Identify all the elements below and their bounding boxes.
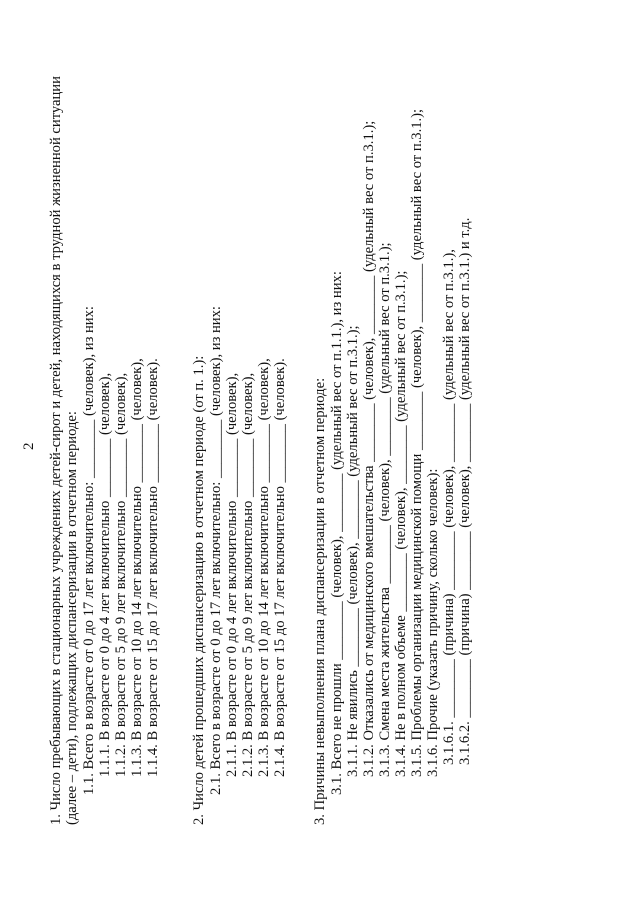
item-3-1-1: 3.1.1. Не явились ________ (человек), ________ (удельный вес от п.3.1.); xyxy=(345,325,361,777)
item-3-1-6: 3.1.6. Прочие (указать причину, сколько человек): xyxy=(425,468,441,777)
item-3-1-2: 3.1.2. Отказались от медицинского вмешательства ________ (человек), ________ (удельный вес от п.3.1.); xyxy=(361,120,377,777)
item-1-1: 1.1. Всего в возрасте от 0 до 17 лет включительно: ________ (человек), из них: xyxy=(81,306,97,795)
item-1-1-2: 1.1.2. В возрасте от 5 до 9 лет включительно ________ (человек), xyxy=(113,372,129,777)
section1-heading-line1: 1. Число пребывающих в стационарных учреждениях детей-сирот и детей, находящихся в трудной жизненной ситуации xyxy=(48,76,64,825)
item-2-1-1: 2.1.1. В возрасте от 0 до 4 лет включительно ________ (человек), xyxy=(224,372,240,777)
item-2-1: 2.1. Всего в возрасте от 0 до 17 лет включительно: ________ (человек), из них: xyxy=(208,306,224,795)
item-3-1-3: 3.1.3. Смена места жительства ________ (человек), ________ (удельный вес от п.3.1.); xyxy=(377,242,393,777)
item-2-1-2: 2.1.2. В возрасте от 5 до 9 лет включительно ________ (человек), xyxy=(240,372,256,777)
item-3-1-6-1: 3.1.6.1. ________ (причина) ________ (человек), ________ (удельный вес от п.3.1.), xyxy=(441,249,457,765)
item-3-1-6-2: 3.1.6.2. ________ (причина) ________ (человек), ________ (удельный вес от п.3.1.) и т.д. xyxy=(457,217,473,765)
page-number: 2 xyxy=(21,442,37,450)
item-1-1-3: 1.1.3. В возрасте от 10 до 14 лет включительно ________ (человек), xyxy=(129,358,145,777)
item-1-1-4: 1.1.4. В возрасте от 15 до 17 лет включительно ________ (человек). xyxy=(145,358,161,777)
item-2-1-3: 2.1.3. В возрасте от 10 до 14 лет включительно ________ (человек), xyxy=(256,358,272,777)
section1-heading-line2: (далее – дети), подлежащих диспансеризации в отчетном периоде: xyxy=(64,411,80,825)
item-2-1-4: 2.1.4. В возрасте от 15 до 17 лет включительно ________ (человек). xyxy=(272,358,288,777)
section2-heading: 2. Число детей прошедших диспансеризацию в отчетном периоде (от п. 1.): xyxy=(191,355,207,825)
item-1-1-1: 1.1.1. В возрасте от 0 до 4 лет включительно ________ (человек), xyxy=(97,372,113,777)
item-3-1-4: 3.1.4. Не в полном объеме ________ (человек), ________ (удельный вес от п.3.1.); xyxy=(393,270,409,777)
item-3-1-5: 3.1.5. Проблемы организации медицинской помощи ________ (человек), ________ (удельный вес от п.3.1.); xyxy=(409,108,425,777)
section3-heading: 3. Причины невыполнения плана диспансеризации в отчетном периоде: xyxy=(312,377,328,825)
item-3-1: 3.1. Всего не прошли ________ (человек), ________ (удельный вес от п.1.1.), из них: xyxy=(329,271,345,795)
